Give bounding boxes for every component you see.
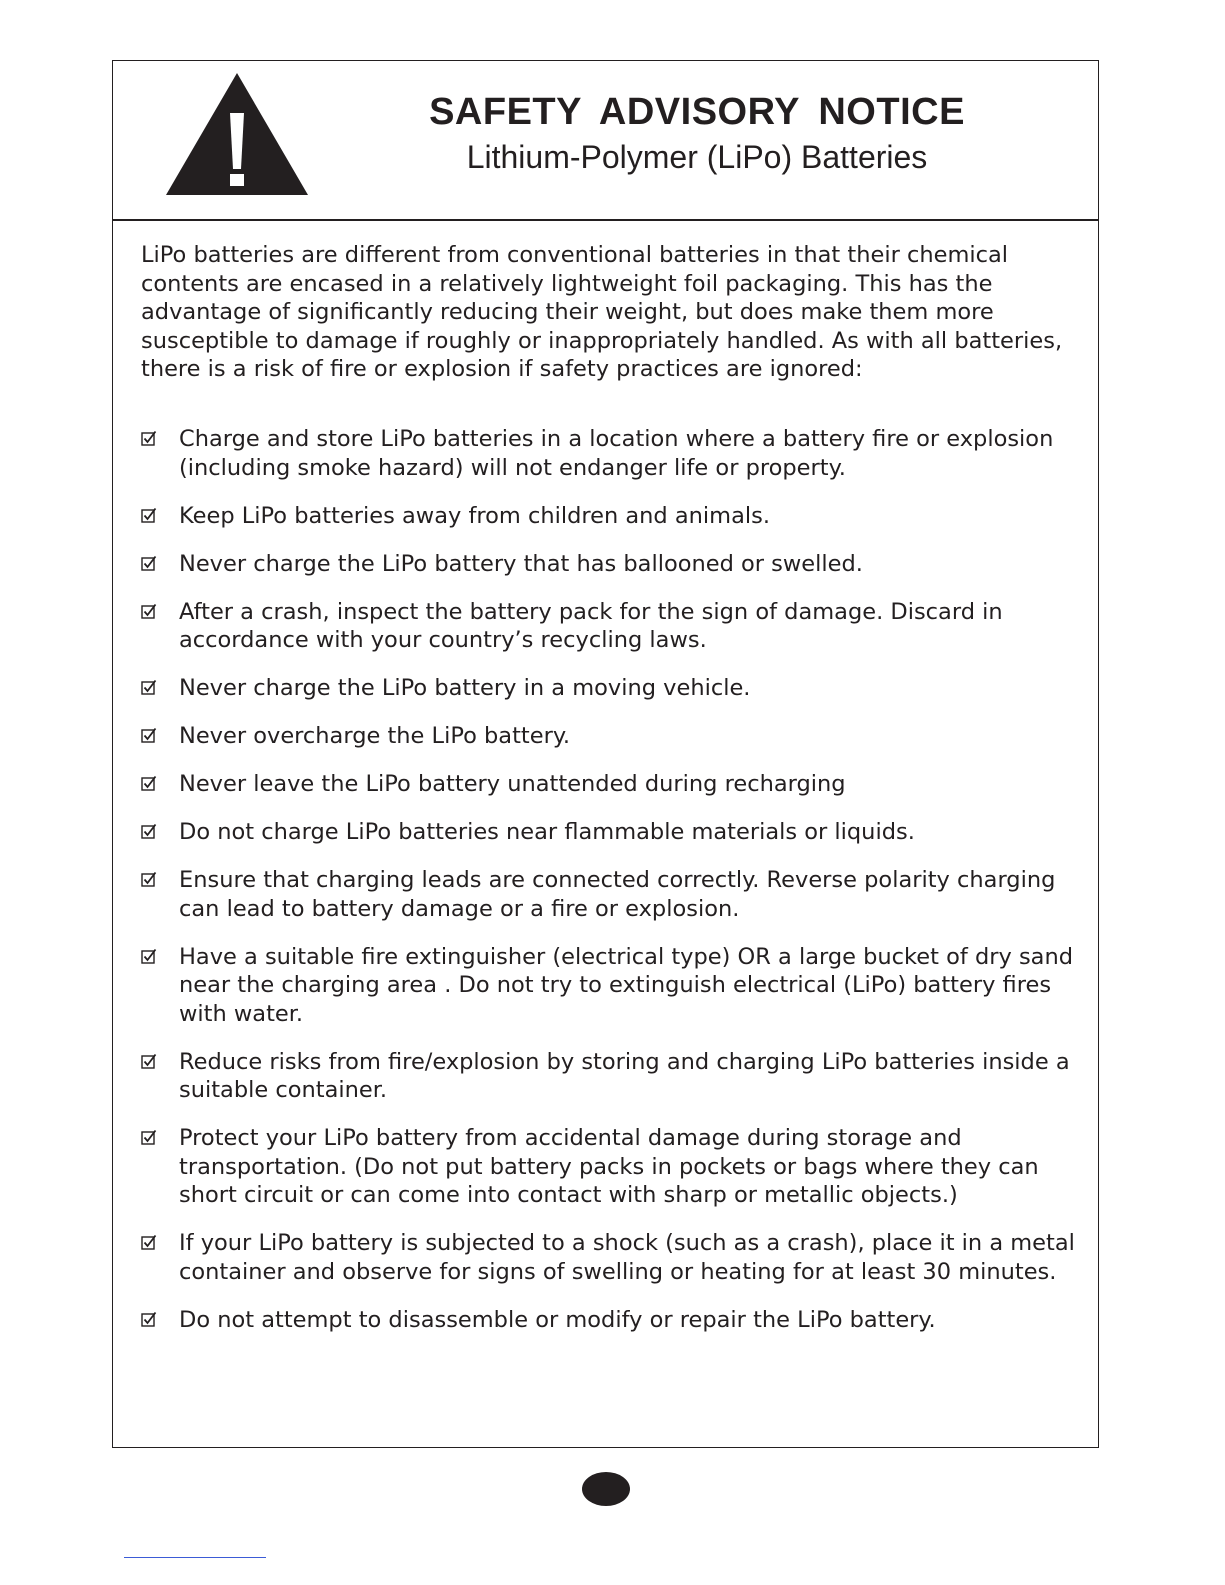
- checklist-item-text: Never overcharge the LiPo battery.: [179, 723, 571, 749]
- checkbox-checked-icon: [141, 555, 157, 571]
- checklist-item: [141, 598, 1091, 655]
- page-number-marker: [582, 1472, 630, 1506]
- checklist-item-text: Reduce risks from fire/explosion by storing and charging LiPo batteries inside a suitable container.: [179, 1048, 1070, 1103]
- checklist-item: [141, 1124, 1091, 1210]
- checklist-item: [141, 425, 1091, 482]
- checkbox-checked-icon: [141, 1129, 157, 1145]
- checklist-item-text: Protect your LiPo battery from accidental damage during storage and transportation. (Do not put battery packs in pockets or bags where they can short circuit or can come into contact with sharp or metallic objects.): [179, 1125, 1039, 1208]
- checklist-item: [141, 722, 1091, 751]
- link-underline: [124, 1557, 266, 1558]
- checkbox-checked-icon: [141, 1053, 157, 1069]
- checklist-item-text: Have a suitable fire extinguisher (electrical type) OR a large bucket of dry sand near the charging area . Do not try to extinguish electrical (LiPo) battery fires with water.: [179, 943, 1073, 1027]
- checkbox-checked-icon: [141, 1311, 157, 1327]
- checkbox-checked-icon: [141, 775, 157, 791]
- checklist-item-text: Never charge the LiPo battery in a moving vehicle.: [179, 675, 751, 701]
- checklist-item: [141, 502, 1091, 531]
- checklist-item: [141, 1306, 1091, 1335]
- checklist-item: [141, 943, 1091, 1029]
- checkbox-checked-icon: [141, 727, 157, 743]
- safety-checklist: [141, 425, 1091, 1354]
- checklist-item-text: Keep LiPo batteries away from children and animals.: [179, 502, 770, 529]
- warning-triangle-icon: [166, 73, 308, 195]
- checkbox-checked-icon: [141, 823, 157, 839]
- notice-frame: [112, 60, 1099, 1448]
- page-title: SAFETY ADVISORY NOTICE: [429, 91, 965, 133]
- checklist-item-text: Ensure that charging leads are connected correctly. Reverse polarity charging can lead to battery damage or a fire or explosion.: [179, 867, 1056, 922]
- checkbox-checked-icon: [141, 948, 157, 964]
- checklist-item: [141, 770, 1091, 799]
- notice-header: [113, 61, 1098, 221]
- checklist-item-text: Never leave the LiPo battery unattended during recharging: [179, 771, 846, 797]
- checkbox-checked-icon: [141, 679, 157, 695]
- checklist-item-text: Charge and store LiPo batteries in a location where a battery fire or explosion (including smoke hazard) will not endanger life or property.: [179, 426, 1054, 481]
- checkbox-checked-icon: [141, 430, 157, 446]
- checklist-item-text: Do not attempt to disassemble or modify or repair the LiPo battery.: [179, 1306, 936, 1333]
- checklist-item-text: If your LiPo battery is subjected to a shock (such as a crash), place it in a metal container and observe for signs of swelling or heating for at least 30 minutes.: [179, 1230, 1075, 1285]
- checklist-item: [141, 866, 1091, 923]
- intro-paragraph: LiPo batteries are different from conventional batteries in that their chemical contents are encased in a relatively lightweight foil packaging. This has the advantage of significantly reducing their weight, but does make them more susceptible to damage if roughly or inappropriately handled. As with all batteries, there is a risk of fire or explosion if safety practices are ignored:: [141, 242, 1063, 382]
- checklist-item: [141, 1048, 1091, 1105]
- checklist-item: [141, 674, 1091, 703]
- checkbox-checked-icon: [141, 603, 157, 619]
- page-subtitle: Lithium-Polymer (LiPo) Batteries: [466, 139, 928, 175]
- checkbox-checked-icon: [141, 871, 157, 887]
- checklist-item: [141, 1229, 1091, 1286]
- checklist-item: [141, 550, 1091, 579]
- checklist-item-text: Do not charge LiPo batteries near flammable materials or liquids.: [179, 819, 915, 845]
- checklist-item: [141, 818, 1091, 847]
- checklist-item-text: After a crash, inspect the battery pack for the sign of damage. Discard in accordance with your country’s recycling laws.: [179, 598, 1003, 653]
- checkbox-checked-icon: [141, 1234, 157, 1250]
- checkbox-checked-icon: [141, 507, 157, 523]
- checklist-item-text: Never charge the LiPo battery that has ballooned or swelled.: [179, 550, 863, 577]
